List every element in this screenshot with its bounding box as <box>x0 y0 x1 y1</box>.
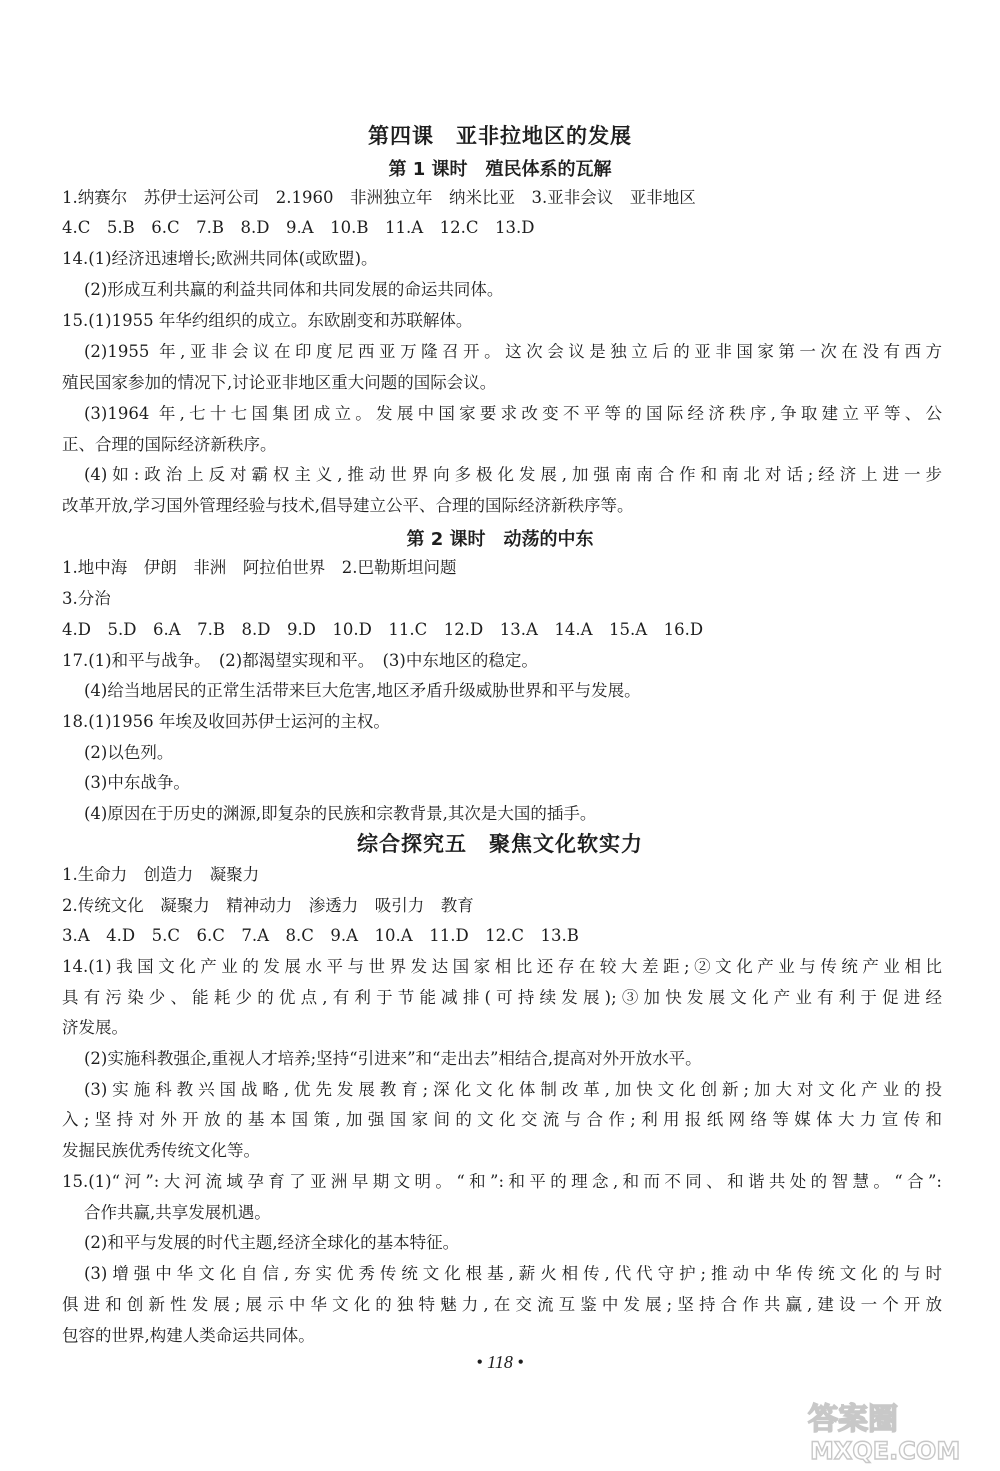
answer-line: (2)和平与发展的时代主题,经济全球化的基本特征。 <box>84 1233 460 1252</box>
answer-line: 4.C 5.B 6.C 7.B 8.D 9.A 10.B 11.A 12.C 13.D <box>62 218 535 237</box>
answer-line: 发掘民族优秀传统文化等。 <box>62 1141 260 1160</box>
answer-line: 4.D 5.D 6.A 7.B 8.D 9.D 10.D 11.C 12.D 13.A 14.A 15.A 16.D <box>62 620 704 639</box>
answer-line: (2)以色列。 <box>84 743 174 762</box>
answer-line: 1.地中海 伊朗 非洲 阿拉伯世界 2.巴勒斯坦问题 <box>62 558 457 577</box>
section-title: 综合探究五 聚焦文化软实力 <box>357 832 643 856</box>
answer-line: (2)实施科教强企,重视人才培养;坚持“引进来”和“走出去”相结合,提高对外开放水平。 <box>84 1049 702 1068</box>
answer-line: 1.生命力 创造力 凝聚力 <box>62 865 260 884</box>
answer-line: 2.传统文化 凝聚力 精神动力 渗透力 吸引力 教育 <box>62 896 474 915</box>
answer-line: (3)1964 年,七十七国集团成立。发展中国家要求改变不平等的国际经济秩序,争取建立平等、公 <box>84 404 942 423</box>
answer-line: 入;坚持对外开放的基本国策,加强国家间的文化交流与合作;利用报纸网络等媒体大力宣传和 <box>62 1110 942 1129</box>
answer-line: 14.(1)我国文化产业的发展水平与世界发达国家相比还存在较大差距;②文化产业与传统产业相比 <box>62 957 942 976</box>
answer-line: 济发展。 <box>62 1018 128 1037</box>
lesson-title: 第 1 课时 殖民体系的瓦解 <box>388 159 612 180</box>
lesson-title: 第 2 课时 动荡的中东 <box>406 529 594 550</box>
answer-line: 1.纳赛尔 苏伊士运河公司 2.1960 非洲独立年 纳米比亚 3.亚非会议 亚非地区 <box>62 188 696 207</box>
answer-line: (2)1955 年,亚非会议在印度尼西亚万隆召开。这次会议是独立后的亚非国家第一次在没有西方 <box>84 342 942 361</box>
answer-line: (2)形成互利共赢的利益共同体和共同发展的命运共同体。 <box>84 280 504 299</box>
answer-line: 正、合理的国际经济新秩序。 <box>62 435 277 454</box>
answer-line: 改革开放,学习国外管理经验与技术,倡导建立公平、合理的国际经济新秩序等。 <box>62 496 634 515</box>
answer-line: 14.(1)经济迅速增长;欧洲共同体(或欧盟)。 <box>62 249 378 268</box>
watermark-logo <box>800 1395 990 1465</box>
page-number: • 118 • <box>476 1352 524 1372</box>
watermark-logo-text: 答案圈 <box>808 1402 898 1437</box>
answer-line: (3)增强中华文化自信,夯实优秀传统文化根基,薪火相传,代代守护;推动中华传统文化的与时 <box>84 1264 942 1283</box>
answer-line: (4)原因在于历史的渊源,即复杂的民族和宗教背景,其次是大国的插手。 <box>84 804 597 823</box>
answer-line: (4)如:政治上反对霸权主义,推动世界向多极化发展,加强南南合作和南北对话;经济上进一步 <box>84 465 942 484</box>
answer-line: 具有污染少、能耗少的优点,有利于节能减排(可持续发展);③加快发展文化产业有利于促进经 <box>62 988 942 1007</box>
answer-line: (3)中东战争。 <box>84 773 190 792</box>
watermark-url: MXQE.COM <box>810 1437 961 1465</box>
answer-line: (4)给当地居民的正常生活带来巨大危害,地区矛盾升级威胁世界和平与发展。 <box>84 681 641 700</box>
answer-line: 15.(1)“河”:大河流域孕育了亚洲早期文明。“和”:和平的理念,和而不同、和谐共处的智慧。“合”: <box>62 1172 942 1191</box>
answer-line: 17.(1)和平与战争。 (2)都渴望实现和平。 (3)中东地区的稳定。 <box>62 651 538 670</box>
answer-line: 包容的世界,构建人类命运共同体。 <box>62 1326 315 1345</box>
answer-line: 俱进和创新性发展;展示中华文化的独特魅力,在交流互鉴中发展;坚持合作共赢,建设一个开放 <box>62 1295 942 1314</box>
answer-line: 18.(1)1956 年埃及收回苏伊士运河的主权。 <box>62 712 390 731</box>
section-title: 第四课 亚非拉地区的发展 <box>368 124 632 148</box>
answer-line: 15.(1)1955 年华约组织的成立。东欧剧变和苏联解体。 <box>62 311 473 330</box>
answer-line: 3.A 4.D 5.C 6.C 7.A 8.C 9.A 10.A 11.D 12.C 13.B <box>62 926 579 945</box>
answer-line: 殖民国家参加的情况下,讨论亚非地区重大问题的国际会议。 <box>62 373 497 392</box>
answer-line: 合作共赢,共享发展机遇。 <box>84 1203 271 1222</box>
answer-line: (3)实施科教兴国战略,优先发展教育;深化文化体制改革,加快文化创新;加大对文化产业的投 <box>84 1080 942 1099</box>
answer-line: 3.分治 <box>62 589 111 608</box>
